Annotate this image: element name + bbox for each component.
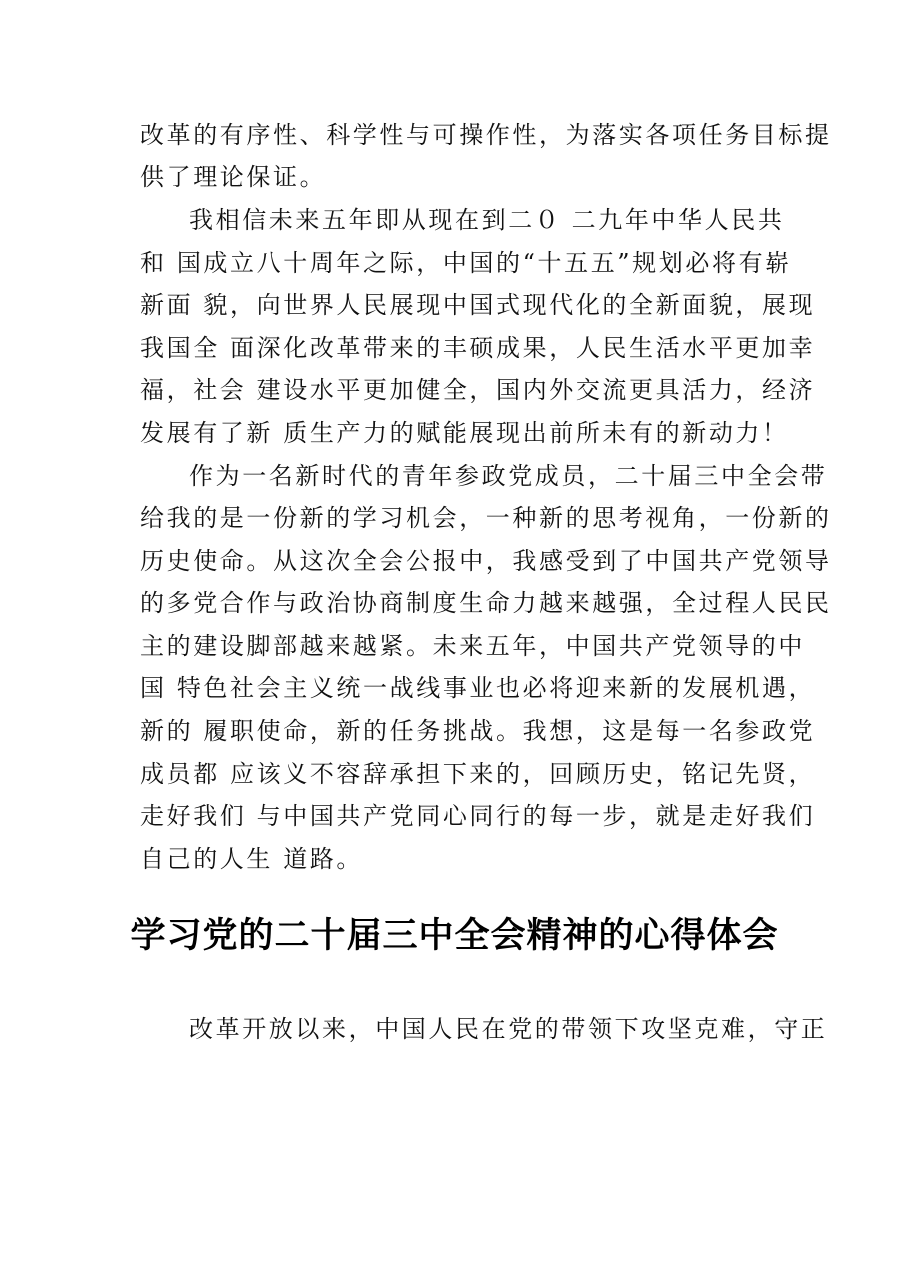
paragraph-3-line-3: 历史使命。从这次全会公报中，我感受到了中国共产党领导	[140, 547, 832, 575]
paragraph-3-line-4: 的多党合作与政治协商制度生命力越来越强，全过程人民民	[140, 589, 832, 617]
paragraph-1-line-2: 供了理论保证。	[140, 163, 327, 191]
closing-paragraph-line-1: 改革开放以来，中国人民在党的带领下攻坚克难，守正	[189, 1015, 828, 1043]
paragraph-3-line-8: 成员都 应该义不容辞承担下来的，回顾历史，铭记先贤，	[140, 760, 816, 788]
paragraph-2-line-5: 福，社会 建设水平更加健全，国内外交流更具活力，经济	[140, 376, 816, 404]
paragraph-3-line-6: 国 特色社会主义统一战线事业也必将迎来新的发展机遇，	[140, 674, 816, 702]
section-heading: 学习党的二十届三中全会精神的心得体会	[130, 916, 779, 956]
paragraph-3-line-9: 走好我们 与中国共产党同心同行的每一步，就是走好我们	[140, 802, 816, 830]
paragraph-2-line-2: 和 国成立八十周年之际，中国的“十五五”规划必将有崭	[140, 249, 792, 277]
paragraph-2-line-4: 我国全 面深化改革带来的丰硕成果，人民生活水平更加幸	[140, 334, 816, 362]
paragraph-2-line-1: 我相信未来五年即从现在到二０ 二九年中华人民共	[189, 206, 785, 234]
paragraph-1-line-1: 改革的有序性、科学性与可操作性，为落实各项任务目标提	[140, 121, 832, 149]
paragraph-3-line-1: 作为一名新时代的青年参政党成员，二十届三中全会带	[189, 462, 828, 490]
paragraph-3-line-10: 自己的人生 道路。	[140, 845, 364, 873]
paragraph-3-line-2: 给我的是一份新的学习机会，一种新的思考视角，一份新的	[140, 504, 832, 532]
paragraph-3-line-7: 新的 履职使命，新的任务挑战。我想，这是每一名参政党	[140, 717, 816, 745]
paragraph-2-line-3: 新面 貌，向世界人民展现中国式现代化的全新面貌，展现	[140, 291, 816, 319]
paragraph-2-line-6: 发展有了新 质生产力的赋能展现出前所未有的新动力！	[140, 419, 789, 447]
paragraph-3-line-5: 主的建设脚部越来越紧。未来五年，中国共产党领导的中	[140, 632, 805, 660]
